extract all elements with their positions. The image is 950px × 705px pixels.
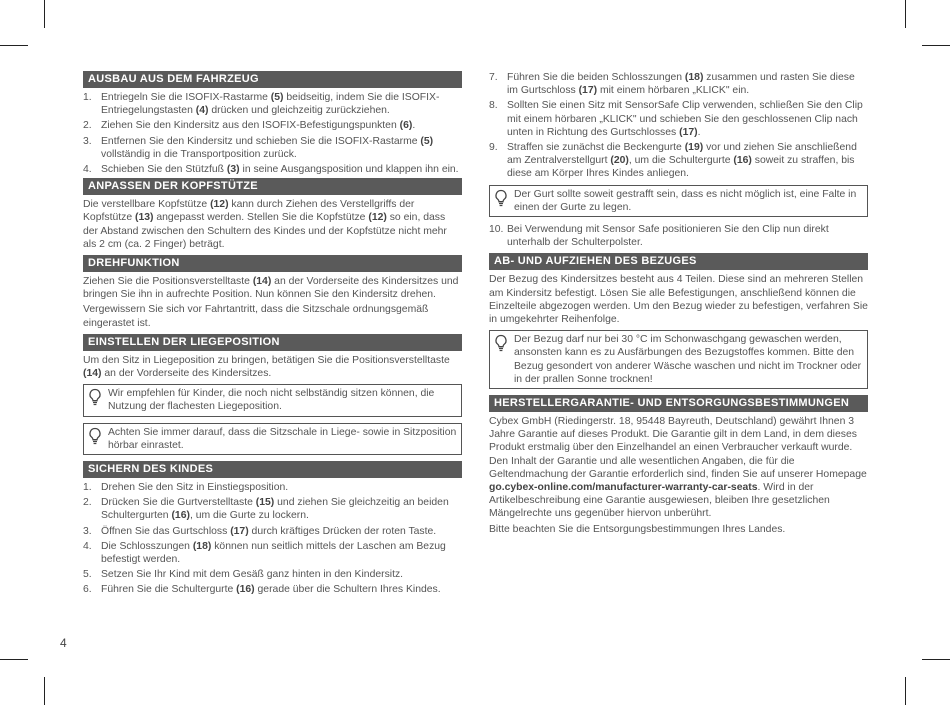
removal-steps	[83, 91, 462, 176]
note-box	[489, 330, 868, 389]
crop-mark	[905, 677, 906, 705]
list-item: 7. Führen Sie die beiden Schlosszungen (18) zusammen und rasten Sie diese im Gurtschloss (17) mit einem hörbaren „KLICK" ein.	[489, 72, 855, 97]
lightbulb-icon	[87, 427, 103, 445]
lightbulb-icon	[87, 388, 103, 406]
paragraph: Der Bezug des Kindersitzes besteht aus 4 Teilen. Diese sind an mehreren Stellen am Kindersitz befestigt. Lösen Sie alle Befestigungen, anschließend können die Einzelteile abgezogen werden. Um den Bezug wieder zu befestigen, verfahren Sie in umgekehrter Reihenfolge.	[489, 274, 868, 326]
securing-steps-final	[489, 223, 868, 249]
note-box	[83, 423, 462, 455]
securing-steps-continued	[489, 71, 868, 181]
paragraph: Vergewissern Sie sich vor Fahrtantritt, dass die Sitzschale ordnungsgemäß eingerastet ist.	[83, 304, 429, 329]
paragraph: Bitte beachten Sie die Entsorgungsbestimmungen Ihres Landes.	[489, 523, 786, 535]
paragraph: Um den Sitz in Liegeposition zu bringen, betätigen Sie die Positionsverstelltaste (14) an der Vorderseite des Kindersitzes.	[83, 354, 450, 380]
list-item: 2. Ziehen Sie den Kindersitz aus den ISOFIX-Befestigungspunkten (6).	[83, 120, 416, 132]
paragraph: Die verstellbare Kopfstütze (12) kann durch Ziehen des Verstellgriffs der Kopfstütze (13) angepasst werden. Stellen Sie die Kopfstütze (12) so ein, dass der Abstand zwischen den Schultern des Kindes und der Kopfstütze nicht mehr als 2 cm (ca. 2 Finger) beträgt.	[83, 199, 447, 250]
list-item: 8. Sollten Sie einen Sitz mit SensorSafe Clip verwenden, schließen Sie den Clip mit einem hörbaren „KLICK" und schieben Sie den geschlossenen Clip nach unten in Richtung des Gurtschlosses (17).	[489, 100, 863, 138]
note-text: Wir empfehlen für Kinder, die noch nicht selbständig sitzen können, die Nutzung der flachesten Liegeposition.	[108, 388, 435, 413]
list-item: 4. Schieben Sie den Stützfuß (3) in seine Ausgangsposition und klappen ihn ein.	[83, 164, 459, 176]
section-heading-headrest: ANPASSEN DER KOPFSTÜTZE	[83, 178, 462, 195]
paragraph: Ziehen Sie die Positionsverstelltaste (14) an der Vorderseite des Kindersitzes und bringen Sie ihn in aufrechte Position. Nun können Sie den Kindersitz drehen.	[83, 276, 459, 301]
list-item: 3. Öffnen Sie das Gurtschloss (17) durch kräftiges Drücken der roten Taste.	[83, 525, 437, 537]
page-number: 4	[60, 636, 67, 650]
section-heading-securing: SICHERN DES KINDES	[83, 461, 462, 478]
crop-mark	[905, 0, 906, 28]
list-item: 3. Entfernen Sie den Kindersitz und schieben Sie die ISOFIX-Rastarme (5) vollständig in die Transportposition zurück.	[83, 135, 434, 160]
note-box	[489, 185, 868, 217]
crop-mark	[922, 45, 950, 46]
section-heading-recline: EINSTELLEN DER LIEGEPOSITION	[83, 334, 462, 351]
warranty-link[interactable]: go.cybex-online.com/manufacturer-warranty-car-seats	[489, 482, 758, 494]
lightbulb-icon	[493, 334, 509, 352]
securing-steps	[83, 481, 462, 597]
list-item: 2. Drücken Sie die Gurtverstelltaste (15) und ziehen Sie gleichzeitig an beiden Schultergurten (16), um die Gurte zu lockern.	[83, 497, 449, 522]
list-item: 6. Führen Sie die Schultergurte (16) gerade über die Schultern Ihres Kindes.	[83, 584, 441, 596]
right-column	[489, 71, 868, 538]
note-box	[83, 384, 462, 416]
note-text: Der Bezug darf nur bei 30 °C im Schonwaschgang gewaschen werden, ansonsten kann es zu Ausfärbungen des Bezugstoffes kommen. Bitte den Bezug gesondert von anderer Wäsche waschen und nicht im Trockner oder in der prallen Sonne trocknen!	[514, 334, 862, 385]
crop-mark	[922, 659, 950, 660]
crop-mark	[0, 45, 28, 46]
lightbulb-icon	[493, 189, 509, 207]
crop-mark	[44, 0, 45, 28]
list-item: 9. Straffen sie zunächst die Beckengurte (19) vor und ziehen Sie anschließend am Zentralverstellgurt (20), um die Schultergurte (16) soweit zu straffen, bis diese am Körper Ihres Kindes anliegen.	[489, 142, 857, 180]
crop-mark	[44, 677, 45, 705]
paragraph: Cybex GmbH (Riedingerstr. 18, 95448 Bayreuth, Deutschland) gewährt Ihnen 3 Jahre Garantie auf dieses Produkt. Die Garantie gilt in dem Land, in dem dieses Produkt erstmalig über den Einzelhandel an einen Verbraucher verkauft wurde. Den Inhalt der Garantie und alle wesentlichen Angaben, die für die Geltendmachung der Garantie erforderlich sind, finden Sie auf unserer Homepage go.cybex-online.com/manufacturer-warranty-car-seats. Wird in der Artikelbeschreibung eine Garantie ausgewiesen, bleiben Ihre gesetzlichen Mängelrechte uns gegenüber hiervon unberührt.	[489, 416, 867, 520]
note-text: Der Gurt sollte soweit gestrafft sein, dass es nicht möglich ist, eine Falte in einen der Gurte zu legen.	[514, 188, 857, 213]
list-item: 10. Bei Verwendung mit Sensor Safe positionieren Sie den Clip nun direkt unterhalb der Schulterpolster.	[489, 224, 829, 249]
section-heading-rotation: DREHFUNKTION	[83, 255, 462, 272]
crop-mark	[0, 659, 28, 660]
section-heading-removal: AUSBAU AUS DEM FAHRZEUG	[83, 71, 462, 88]
list-item: 1. Entriegeln Sie die ISOFIX-Rastarme (5) beidseitig, indem Sie die ISOFIX-Entriegelungstasten (4) drücken und gleichzeitig zurückziehen.	[83, 92, 440, 117]
list-item: 4. Die Schlosszungen (18) können nun seitlich mittels der Laschen am Bezug befestigt werden.	[83, 540, 446, 566]
left-column	[83, 71, 462, 599]
list-item: 5. Setzen Sie Ihr Kind mit dem Gesäß ganz hinten in den Kindersitz.	[83, 569, 404, 581]
section-heading-cover: AB- UND AUFZIEHEN DES BEZUGES	[489, 253, 868, 270]
list-item: 1. Drehen Sie den Sitz in Einstiegsposition.	[83, 482, 289, 494]
section-heading-warranty: HERSTELLERGARANTIE- UND ENTSORGUNGSBESTIMMUNGEN	[489, 395, 868, 412]
note-text: Achten Sie immer darauf, dass die Sitzschale in Liege- sowie in Sitzposition hörbar einrastet.	[108, 426, 457, 451]
